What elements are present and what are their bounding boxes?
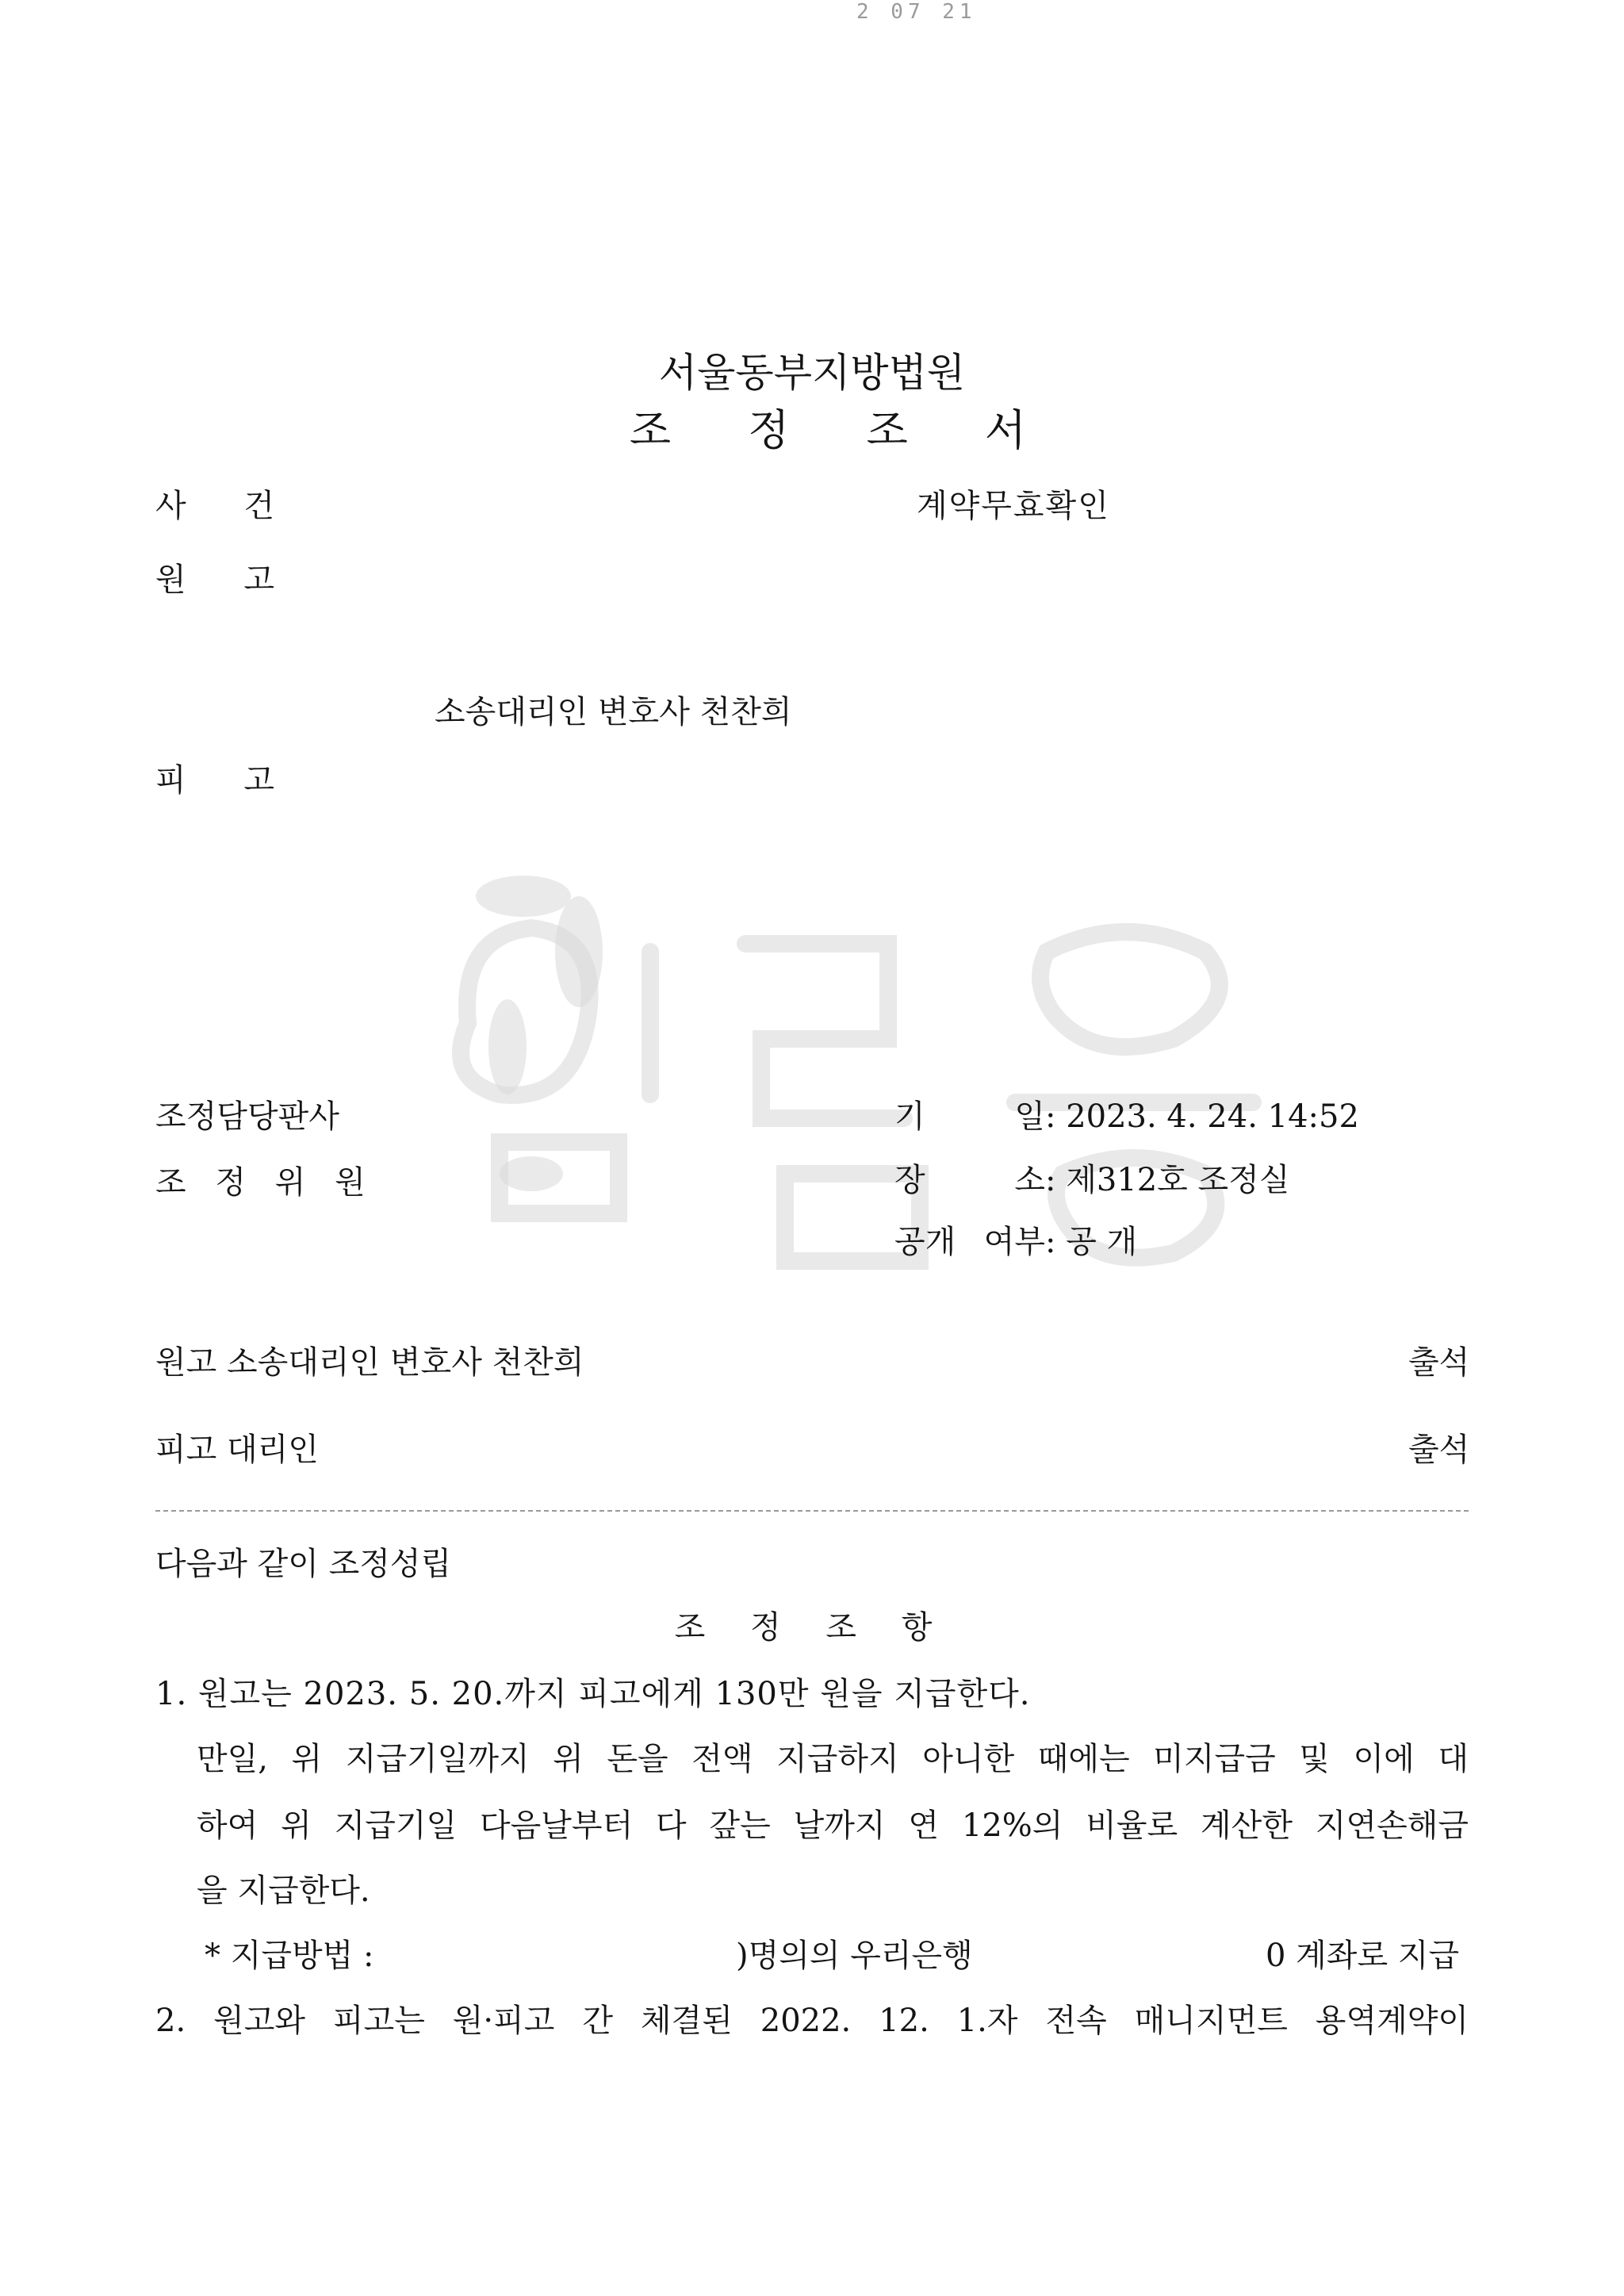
term-item-1-line-3: 하여 위 지급기일 다음날부터 다 갚는 날까지 연 12%의 비율로 계산한 지연손해금 — [197, 1807, 1469, 1844]
payment-account-holder: )명의의 우리은행 — [736, 1938, 973, 1974]
case-label: 사 건 — [155, 488, 298, 524]
plaintiff-label: 원 고 — [155, 562, 298, 598]
plaintiff-representative: 소송대리인 변호사 천찬희 — [435, 694, 792, 730]
place-label: 장 소 — [894, 1162, 1045, 1198]
attendance-status: 출석 — [1408, 1432, 1470, 1468]
public-label: 공개 여부 — [894, 1224, 1045, 1260]
payment-method-label: * 지급방법 : — [205, 1938, 374, 1974]
term-item-1-line-4: 을 지급한다. — [197, 1872, 370, 1909]
term-item-2: 2. 원고와 피고는 원·피고 간 체결된 2022. 12. 1.자 전속 매니지먼트 용역계약이 — [155, 2003, 1469, 2039]
term-item-1: 1. 원고는 2023. 5. 20.까지 피고에게 130만 원을 지급한다. — [155, 1676, 1031, 1712]
date-label: 기 일 — [894, 1098, 1045, 1135]
term-item-1-line-2: 만일, 위 지급기일까지 위 돈을 전액 지급하지 아니한 때에는 미지급금 및 이에 대 — [197, 1741, 1469, 1777]
payment-account-end: 0 계좌로 지급 — [1266, 1938, 1460, 1974]
attendance-status: 출석 — [1408, 1344, 1470, 1381]
judge-label: 조정담당판사 — [155, 1098, 339, 1135]
document-title: 조 정 조 서 — [629, 405, 1059, 455]
public-value: : 공 개 — [1045, 1224, 1138, 1260]
date-value: : 2023. 4. 24. 14:52 — [1045, 1098, 1359, 1135]
defendant-label: 피 고 — [155, 762, 298, 799]
attendance-party: 원고 소송대리인 변호사 천찬희 — [155, 1344, 584, 1381]
terms-heading: 조 정 조 항 — [674, 1609, 950, 1646]
attendance-party: 피고 대리인 — [155, 1432, 319, 1468]
mediator-label: 조 정 위 원 — [155, 1164, 375, 1201]
mediation-established: 다음과 같이 조정성립 — [155, 1546, 452, 1582]
dashed-divider — [155, 1510, 1469, 1512]
court-name: 서울동부지방법원 — [658, 350, 966, 396]
scan-noise-header: 2 07 21 — [856, 0, 977, 24]
seal-watermark — [412, 841, 1324, 1285]
case-value: 계약무효확인 — [917, 488, 1110, 524]
place-value: : 제312호 조정실 — [1045, 1162, 1290, 1198]
